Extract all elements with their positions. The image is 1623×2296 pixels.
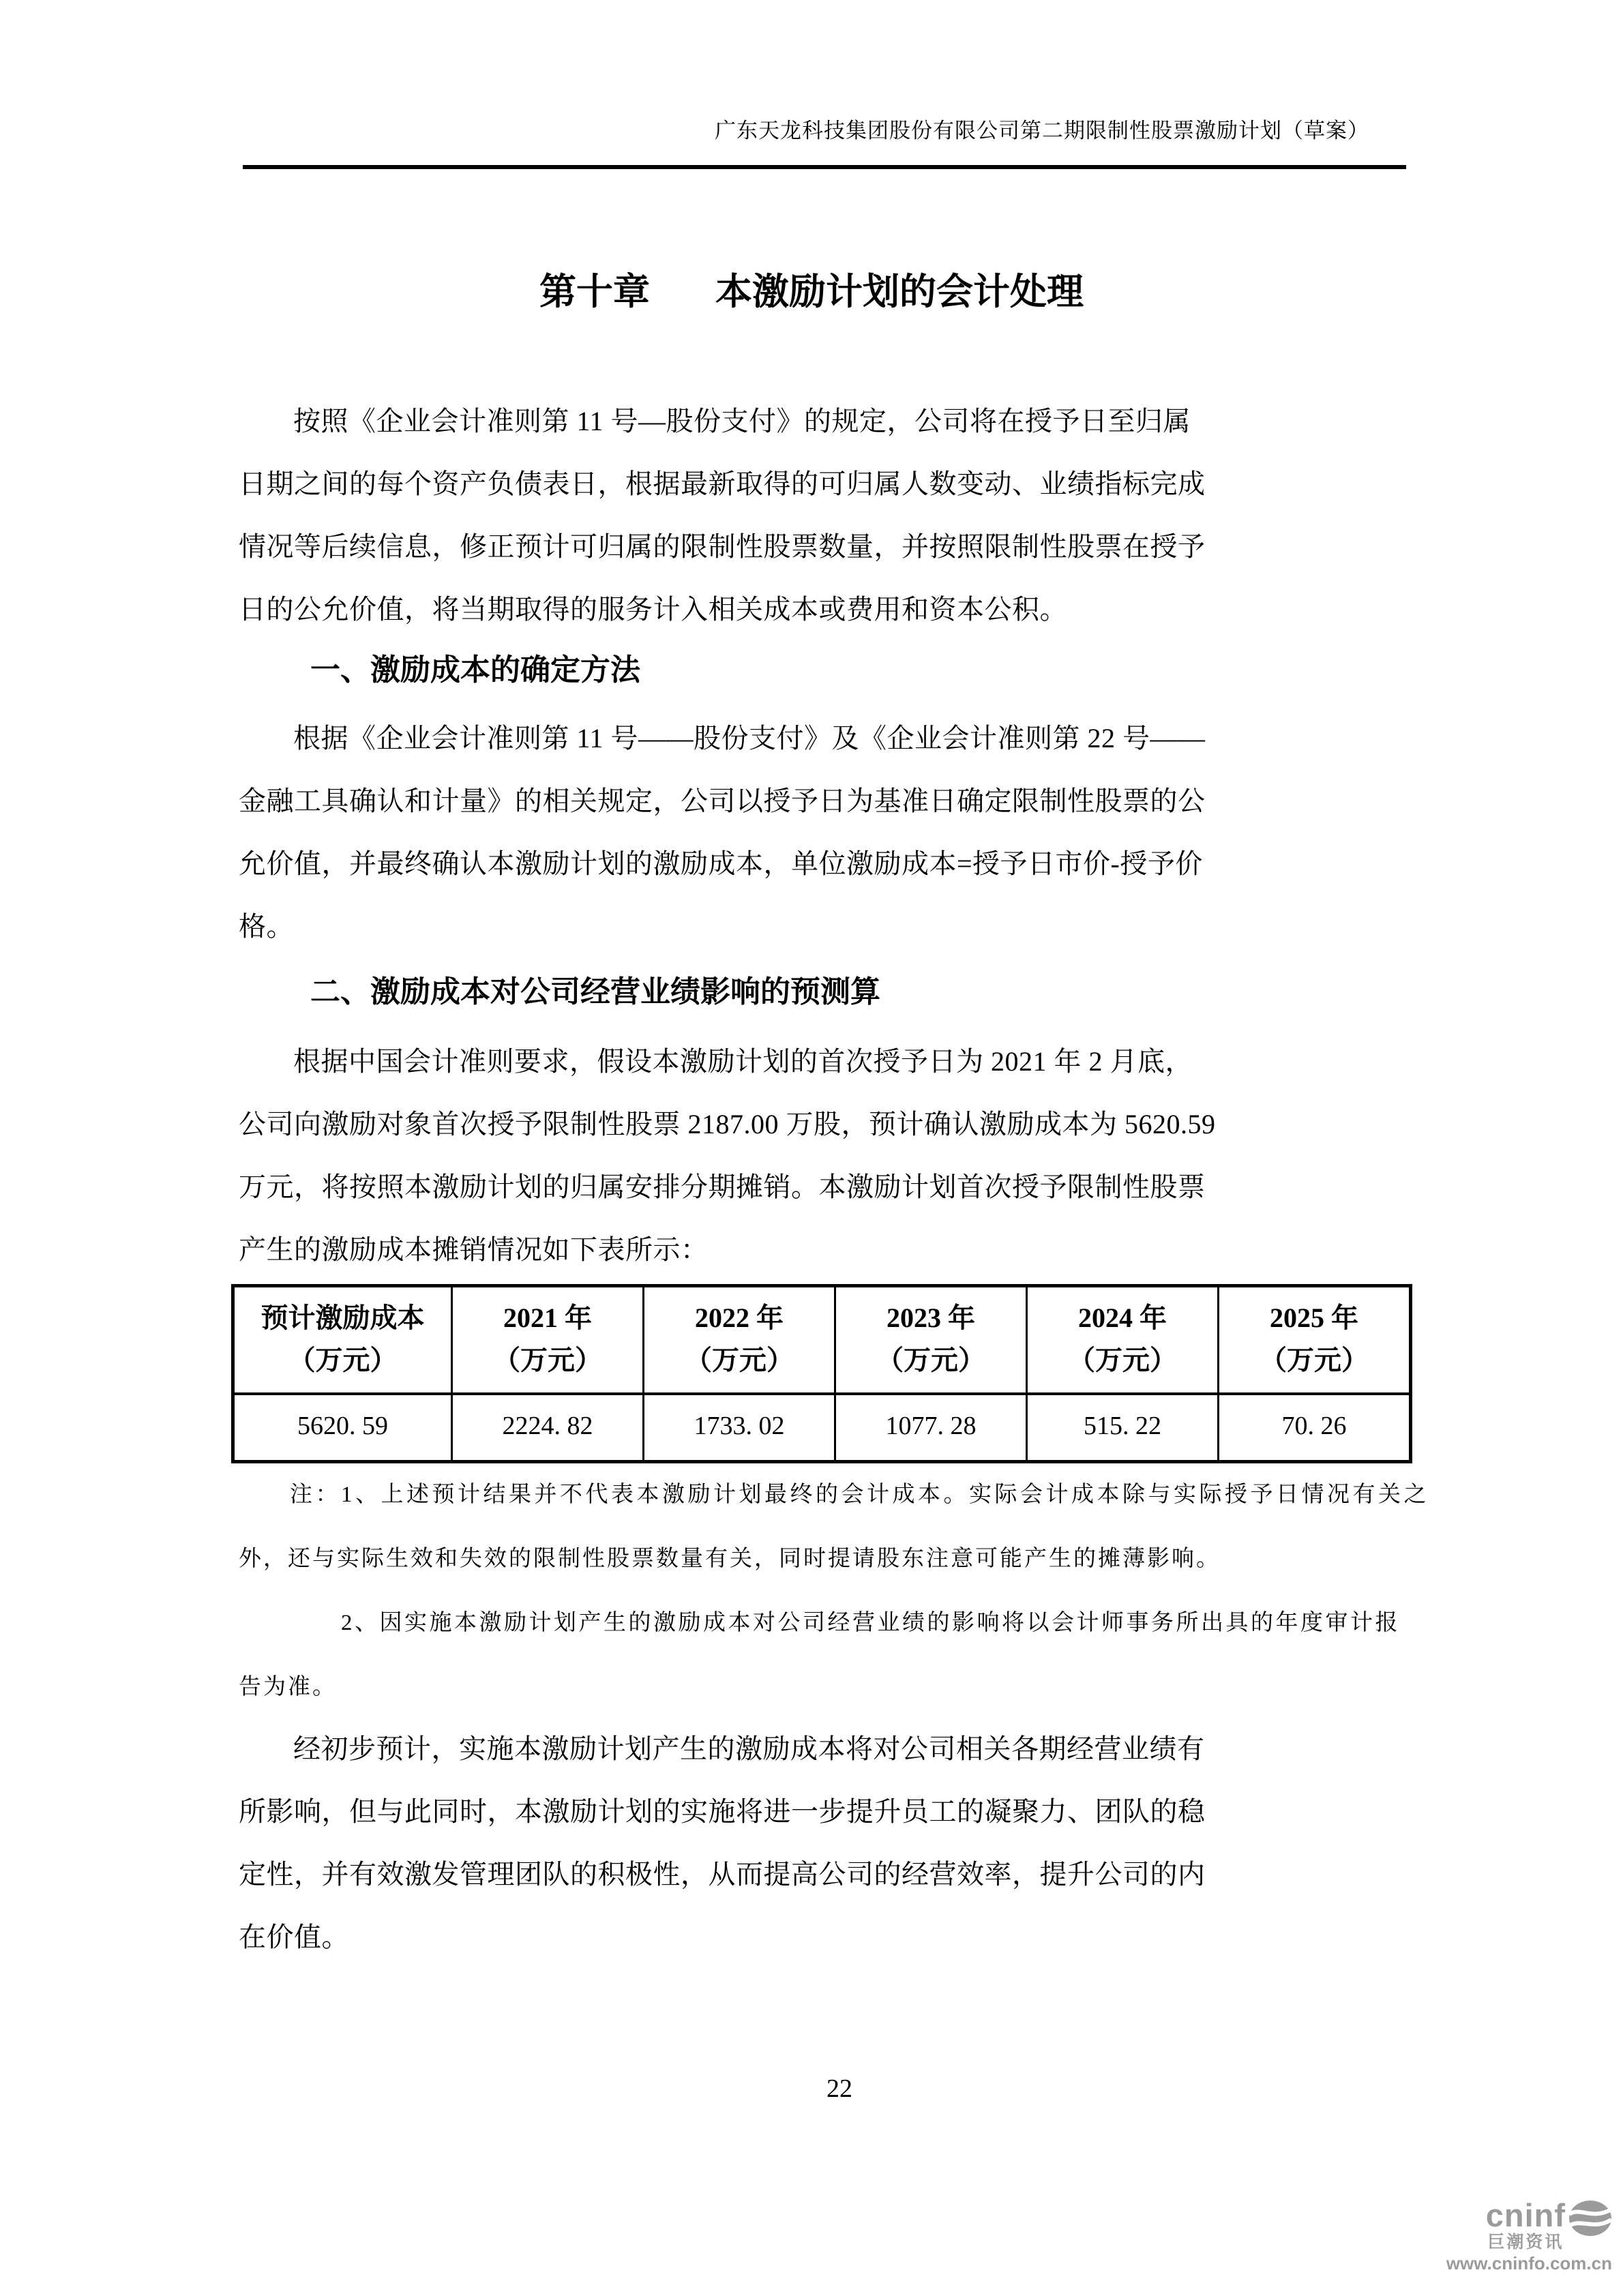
paragraph-line: 按照《企业会计准则第 11 号—股份支付》的规定，公司将在授予日至归属 bbox=[293, 406, 1191, 436]
paragraph-accounting-rule bbox=[239, 390, 1393, 641]
table-data-row bbox=[235, 1395, 1409, 1461]
column-header-unit: （万元） bbox=[288, 1345, 398, 1375]
paragraph-cost-forecast bbox=[239, 1030, 1393, 1281]
section-heading-2: 二、激励成本对公司经营业绩影响的预测算 bbox=[310, 975, 880, 1009]
table-header-cell bbox=[642, 1287, 834, 1392]
column-header-unit: （万元） bbox=[1260, 1345, 1369, 1375]
table-header-cell bbox=[1217, 1287, 1409, 1392]
note-line: 注：1、上述预计结果并不代表本激励计划最终的会计成本。实际会计成本除与实际授予日情况有关之 bbox=[290, 1482, 1429, 1507]
cost-value-total: 5620. 59 bbox=[297, 1412, 388, 1440]
paragraph-cost-method bbox=[239, 707, 1393, 958]
table-value-cell bbox=[1026, 1395, 1217, 1461]
paragraph-line: 金融工具确认和计量》的相关规定，公司以授予日为基准日确定限制性股票的公 bbox=[239, 786, 1206, 816]
paragraph-impact-summary bbox=[239, 1718, 1393, 1969]
paragraph-line: 格。 bbox=[239, 911, 294, 942]
table-header-cell bbox=[235, 1287, 451, 1392]
paragraph-line: 日的公允价值，将当期取得的服务计入相关成本或费用和资本公积。 bbox=[239, 594, 1067, 625]
column-header-unit: （万元） bbox=[493, 1345, 602, 1375]
paragraph-line: 公司向激励对象首次授予限制性股票 2187.00 万股，预计确认激励成本为 5620.59 bbox=[239, 1109, 1216, 1139]
cost-value-2025: 70. 26 bbox=[1281, 1412, 1347, 1440]
table-header-cell bbox=[834, 1287, 1026, 1392]
cost-value-2021: 2224. 82 bbox=[502, 1412, 593, 1440]
table-header-row bbox=[235, 1287, 1409, 1395]
column-header-unit: （万元） bbox=[876, 1345, 985, 1375]
table-value-cell bbox=[235, 1395, 451, 1461]
section-heading-1: 一、激励成本的确定方法 bbox=[310, 653, 640, 687]
page-number: 22 bbox=[827, 2074, 852, 2103]
column-header-label: 2021 年 bbox=[503, 1302, 592, 1333]
chapter-number: 第十章 bbox=[539, 271, 650, 312]
amortization-table bbox=[231, 1284, 1412, 1463]
chapter-subject: 本激励计划的会计处理 bbox=[715, 271, 1084, 312]
table-notes bbox=[239, 1463, 1429, 1719]
paragraph-line: 所影响，但与此同时，本激励计划的实施将进一步提升员工的凝聚力、团队的稳 bbox=[239, 1796, 1206, 1827]
paragraph-line: 在价值。 bbox=[239, 1922, 349, 1952]
table-value-cell bbox=[834, 1395, 1026, 1461]
column-header-label: 2025 年 bbox=[1270, 1302, 1358, 1333]
cninfo-logo bbox=[1446, 2197, 1612, 2273]
paragraph-line: 定性，并有效激发管理团队的积极性，从而提高公司的经营效率，提升公司的内 bbox=[239, 1859, 1206, 1890]
cninfo-chinese-name: 巨潮资讯 bbox=[1487, 2233, 1564, 2252]
column-header-label: 预计激励成本 bbox=[260, 1302, 425, 1333]
table-value-cell bbox=[451, 1395, 642, 1461]
header-divider-rule bbox=[243, 165, 1406, 169]
table-header-cell bbox=[1026, 1287, 1217, 1392]
paragraph-line: 根据中国会计准则要求，假设本激励计划的首次授予日为 2021 年 2 月底， bbox=[293, 1046, 1193, 1077]
column-header-label: 2023 年 bbox=[887, 1302, 975, 1333]
paragraph-line: 允价值，并最终确认本激励计划的激励成本，单位激励成本=授予日市价-授予价 bbox=[239, 848, 1203, 879]
table-value-cell bbox=[642, 1395, 834, 1461]
running-header: 广东天龙科技集团股份有限公司第二期限制性股票激励计划（草案） bbox=[715, 119, 1369, 143]
note-line: 2、因实施本激励计划产生的激励成本对公司经营业绩的影响将以会计师事务所出具的年度审计报 bbox=[341, 1611, 1400, 1635]
paragraph-line: 日期之间的每个资产负债表日，根据最新取得的可归属人数变动、业绩指标完成 bbox=[239, 468, 1206, 499]
paragraph-line: 根据《企业会计准则第 11 号——股份支付》及《企业会计准则第 22 号—— bbox=[293, 723, 1206, 754]
column-header-label: 2024 年 bbox=[1078, 1302, 1167, 1333]
cost-value-2022: 1733. 02 bbox=[694, 1412, 785, 1440]
cninfo-url-text: www.cninfo.com.cn bbox=[1446, 2253, 1612, 2273]
paragraph-line: 产生的激励成本摊销情况如下表所示： bbox=[239, 1234, 709, 1265]
chapter-title bbox=[0, 266, 1623, 318]
cost-value-2023: 1077. 28 bbox=[885, 1412, 977, 1440]
paragraph-line: 情况等后续信息，修正预计可归属的限制性股票数量，并按照限制性股票在授予 bbox=[239, 531, 1206, 562]
table-value-cell bbox=[1217, 1395, 1409, 1461]
paragraph-line: 经初步预计，实施本激励计划产生的激励成本将对公司相关各期经营业绩有 bbox=[293, 1733, 1205, 1764]
paragraph-line: 万元，将按照本激励计划的归属安排分期摊销。本激励计划首次授予限制性股票 bbox=[239, 1172, 1206, 1202]
column-header-label: 2022 年 bbox=[695, 1302, 784, 1333]
column-header-unit: （万元） bbox=[685, 1345, 794, 1375]
column-header-unit: （万元） bbox=[1068, 1345, 1177, 1375]
cost-value-2024: 515. 22 bbox=[1084, 1412, 1161, 1440]
note-line: 告为准。 bbox=[239, 1675, 337, 1699]
cninfo-brand-text: cninf bbox=[1485, 2197, 1566, 2233]
note-line: 外，还与实际生效和失效的限制性股票数量有关，同时提请股东注意可能产生的摊薄影响。 bbox=[239, 1547, 1221, 1571]
cninfo-swirl-icon bbox=[1568, 2200, 1612, 2237]
table-header-cell bbox=[451, 1287, 642, 1392]
